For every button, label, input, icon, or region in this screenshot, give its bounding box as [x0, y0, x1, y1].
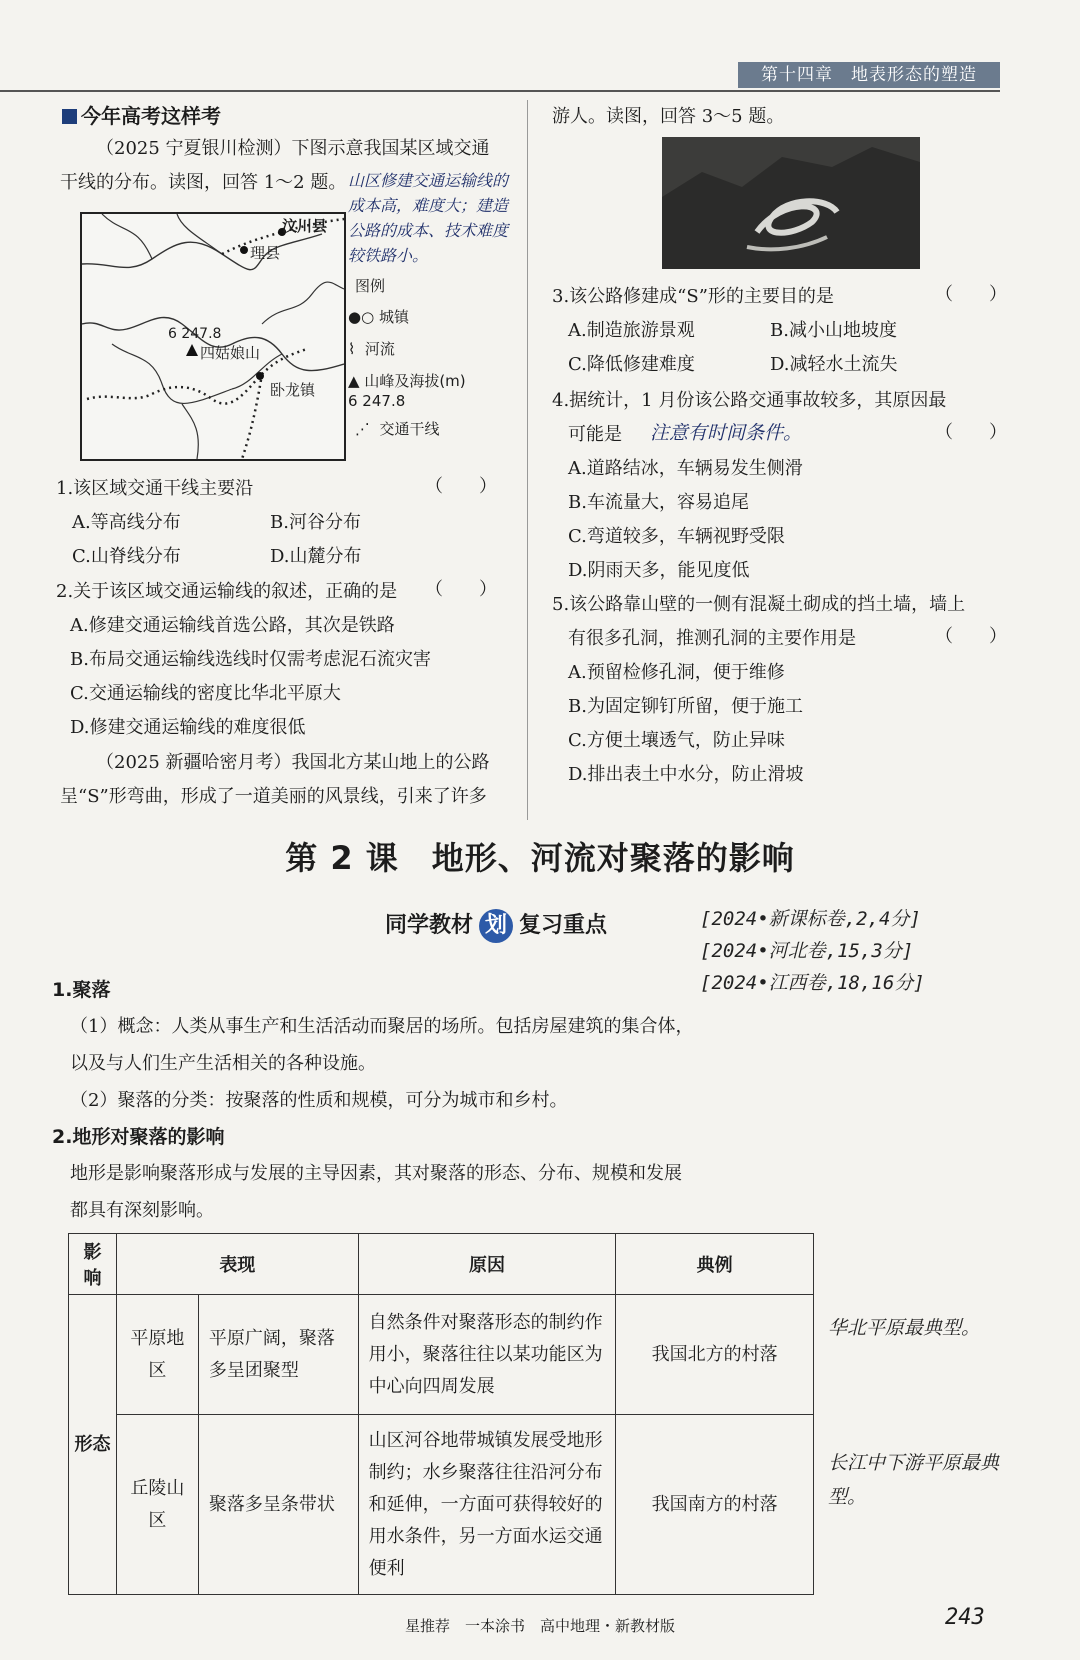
s-road-photo — [662, 137, 920, 269]
chapter-tag: 第十四章 地表形态的塑造 — [738, 62, 1000, 88]
legend-road: ⋰ 交通干线 — [355, 420, 440, 438]
traffic-map — [80, 212, 346, 461]
q1-option-a[interactable]: A.等高线分布 — [72, 512, 181, 533]
river-icon: ⌇ — [348, 340, 356, 358]
legend-peak-value: 6 247.8 — [348, 392, 406, 410]
q2-option-b[interactable]: B.布局交通运输线选线时仅需考虑泥石流灾害 — [70, 649, 431, 670]
s-road-illustration — [662, 137, 920, 269]
review-heading: 同学教材 划 复习重点 — [385, 908, 607, 943]
q4-option-a[interactable]: A.道路结冰，车辆易发生侧滑 — [568, 458, 803, 479]
example-cell: 我国北方的村落 — [616, 1295, 814, 1415]
handwritten-note-1: 山区修建交通运输线的成本高，难度大；建造公路的成本、技术难度较铁路小。 — [348, 171, 509, 265]
q2-answer-blank[interactable]: （ ） — [425, 579, 497, 600]
legend-title: 图例 — [355, 277, 386, 295]
q2-option-d[interactable]: D.修建交通运输线的难度很低 — [70, 717, 306, 738]
row-group-label: 形态 — [69, 1295, 117, 1595]
s2-para-line2: 都具有深刻影响。 — [70, 1200, 214, 1221]
area-cell: 平原地区 — [116, 1295, 198, 1415]
intro-text-2: （2025 新疆哈密月考）我国北方某山地上的公路呈“S”形弯曲，形成了一道美丽的风景线，引来了许多 — [60, 752, 490, 807]
table-header-cell: 典例 — [616, 1234, 814, 1295]
label-siguniang: 四姑娘山 — [200, 344, 261, 362]
table-header-row — [69, 1234, 814, 1295]
q2-stem: 2.关于该区域交通运输线的叙述，正确的是 — [56, 581, 398, 602]
q3-stem: 3.该公路修建成“S”形的主要目的是 — [552, 286, 834, 307]
handwritten-note-row1: 华北平原最典型。 — [828, 1317, 981, 1339]
q4-stem: 4.据统计，1 月份该公路交通事故较多，其原因最 — [552, 390, 947, 411]
handwritten-refs — [700, 903, 925, 999]
legend-peak: ▲ 山峰及海拔(m) — [348, 372, 466, 390]
q1-option-b[interactable]: B.河谷分布 — [270, 512, 361, 533]
table-header-cell: 影响 — [69, 1234, 117, 1295]
q3-option-a[interactable]: A.制造旅游景观 — [568, 320, 695, 341]
q4-answer-blank[interactable]: （ ） — [935, 422, 1007, 443]
column-divider — [527, 100, 528, 820]
square-bullet-icon — [62, 109, 77, 124]
s2-title: 2.地形对聚落的影响 — [52, 1126, 225, 1148]
q1-stem: 1.该区域交通干线主要沿 — [56, 478, 254, 499]
intro-text-1: （2025 宁夏银川检测）下图示意我国某区域交通干线的分布。读图，回答 1～2 题。 — [60, 138, 490, 193]
q5-option-a[interactable]: A.预留检修孔洞，便于维修 — [568, 662, 785, 683]
s1-para1-line1: （1）概念：人类从事生产和生活活动而聚居的场所。包括房屋建筑的集合体， — [70, 1016, 694, 1037]
handwritten-note-q4: 注意有时间条件。 — [650, 422, 803, 444]
s1-para2: （2）聚落的分类：按聚落的性质和规模，可分为城市和乡村。 — [70, 1090, 568, 1111]
q3-answer-blank[interactable]: （ ） — [935, 284, 1007, 305]
header-rule — [0, 90, 1000, 92]
ref-line: [2024•新课标卷,2,4分] — [700, 908, 921, 930]
reason-cell: 自然条件对聚落形态的制约作用小，聚落往往以某功能区为中心向四周发展 — [358, 1295, 616, 1415]
q1-answer-blank[interactable]: （ ） — [425, 476, 497, 497]
label-peak-height: 6 247.8 — [168, 326, 222, 342]
q5-stem: 5.该公路靠山壁的一侧有混凝土砌成的挡土墙，墙上 — [552, 594, 966, 615]
feature-cell: 聚落多呈条带状 — [198, 1415, 358, 1595]
label-wenchuan: 汶川县 — [282, 217, 328, 235]
intro-text-2-cont: 游人。读图，回答 3～5 题。 — [552, 106, 785, 127]
label-lixian: 理县 — [250, 244, 281, 262]
road-line-icon: ⋰ — [355, 420, 370, 438]
review-badge: 划 — [479, 909, 513, 943]
q4-option-b[interactable]: B.车流量大，容易追尾 — [568, 492, 749, 513]
handwritten-note-row2: 长江中下游平原最典型。 — [828, 1452, 1000, 1508]
q2-option-a[interactable]: A.修建交通运输线首选公路，其次是铁路 — [70, 615, 395, 636]
peak-triangle-icon: ▲ — [348, 372, 360, 390]
reason-cell: 山区河谷地带城镇发展受地形制约；水乡聚落往往沿河分布和延伸，一方面可获得较好的用水条件，另一方面水运交通便利 — [358, 1415, 616, 1595]
s2-para-line1: 地形是影响聚落形成与发展的主导因素，其对聚落的形态、分布、规模和发展 — [70, 1163, 682, 1184]
q5-option-b[interactable]: B.为固定铆钉所留，便于施工 — [568, 696, 803, 717]
q3-option-d[interactable]: D.减轻水土流失 — [770, 354, 898, 375]
label-wolong: 卧龙镇 — [270, 381, 316, 399]
s1-para1-line2: 以及与人们生产生活相关的各种设施。 — [70, 1053, 376, 1074]
feature-cell: 平原广阔，聚落多呈团聚型 — [198, 1295, 358, 1415]
q5-option-d[interactable]: D.排出表土中水分，防止滑坡 — [568, 764, 804, 785]
page-number: 243 — [945, 1605, 985, 1630]
lesson-title: 第 2 课 地形、河流对聚落的影响 — [285, 839, 795, 877]
page-footer: 星推荐 一本涂书 高中地理・新教材版 — [404, 1617, 675, 1635]
legend-river: ⌇ 河流 — [348, 340, 395, 358]
q5-stem-cont: 有很多孔洞，推测孔洞的主要作用是 — [568, 628, 856, 649]
ref-line: [2024•河北卷,15,3分] — [700, 940, 914, 962]
q2-option-c[interactable]: C.交通运输线的密度比华北平原大 — [70, 683, 341, 704]
q3-option-b[interactable]: B.减小山地坡度 — [770, 320, 897, 341]
ref-line: [2024•江西卷,18,16分] — [700, 972, 925, 994]
q5-option-c[interactable]: C.方便土壤透气，防止异味 — [568, 730, 785, 751]
q5-answer-blank[interactable]: （ ） — [935, 626, 1007, 647]
example-cell: 我国南方的村落 — [616, 1415, 814, 1595]
table-row — [69, 1295, 814, 1415]
q4-stem-cont: 可能是 — [568, 424, 622, 445]
q4-option-d[interactable]: D.阴雨天多，能见度低 — [568, 560, 750, 581]
table-row — [69, 1415, 814, 1595]
q1-option-c[interactable]: C.山脊线分布 — [72, 546, 181, 567]
town-dot-icon: ●○ — [348, 308, 375, 326]
q4-option-c[interactable]: C.弯道较多，车辆视野受限 — [568, 526, 785, 547]
s1-title: 1.聚落 — [52, 979, 111, 1001]
q3-option-c[interactable]: C.降低修建难度 — [568, 354, 695, 375]
area-cell: 丘陵山区 — [116, 1415, 198, 1595]
table-header-cell: 原因 — [358, 1234, 616, 1295]
settlement-table — [68, 1233, 814, 1595]
q1-option-d[interactable]: D.山麓分布 — [270, 546, 362, 567]
legend-town: ●○ 城镇 — [348, 308, 409, 326]
table-header-cell: 表现 — [116, 1234, 358, 1295]
section-title: 今年高考这样考 — [62, 100, 221, 129]
